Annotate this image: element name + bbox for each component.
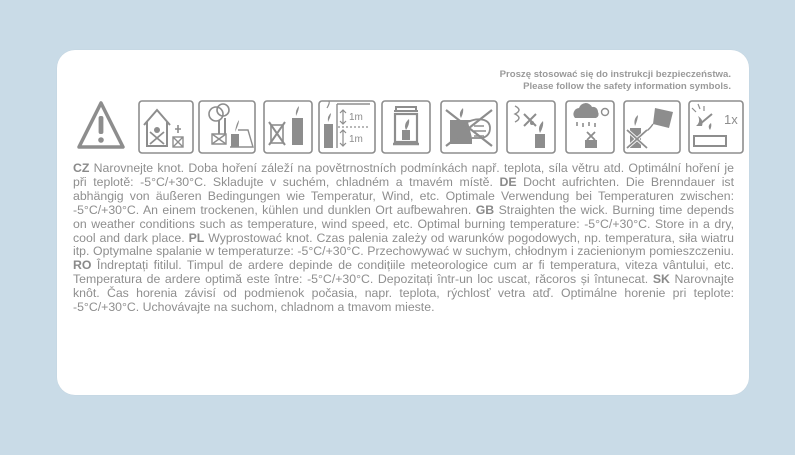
safety-label-card (57, 50, 749, 395)
outdoor-weather-icon (565, 100, 615, 154)
instructions-gb: Straighten the wick. Burning time depends on weather conditions such as temperature, wind speed, etc. Optimal burning temperature: -5°C/+30°C. Store in a dry, cool and dark place. (73, 202, 734, 245)
no-children-house-icon (138, 100, 194, 154)
instructions-ro: Îndreptați fitilul. Timpul de ardere depinde de condițiile meteorologice cum ar fi temperatura, viteza vântului, etc. Temperatura de ardere optimă este între: -5°C/+30°C. Depozitați într-un loc uscat, răcoros și întunecat. (73, 258, 734, 287)
usage-count-label: 1x (724, 112, 738, 127)
lang-code-cz: CZ (73, 161, 90, 175)
lang-code-pl: PL (188, 230, 205, 245)
header-line-en: Please follow the safety information symbols. (523, 81, 731, 92)
no-flammables-near-candle-icon (198, 100, 256, 154)
instructions-text (73, 162, 734, 315)
instructions-pl: Wyprostować knot. Czas palenia zależy od warunków pogodowych, np. temperatura, siła wiatru itp. Optymalne spalanie w temperaturze: -5°C/+30°C. Przechowywać w suchym, chłodnym i zacienionym pomieszczeniu. (73, 230, 734, 259)
lang-code-gb: GB (475, 202, 495, 217)
no-draft-flame-icon (506, 100, 556, 154)
no-draft-candle-icon (263, 100, 313, 154)
distance-top-label: 1m (349, 112, 363, 123)
safety-icons-row (74, 100, 744, 158)
warning-triangle-icon (76, 100, 126, 152)
no-lantern-icon (381, 100, 431, 154)
header-line-pl: Proszę stosować się do instrukcji bezpieczeństwa. (499, 69, 731, 80)
instructions-cz: Narovnejte knot. Doba hoření záleží na povětrnostních podmínkách např. teplota, síla větru atd. Optimální hoření je při teplotě: -5°C/+30°C. Skladujte v suchém, chladném a tmavém místě. (73, 161, 734, 189)
single-use-match-icon (688, 100, 744, 154)
label-header (500, 69, 731, 93)
no-water-extinguish-icon (623, 100, 681, 154)
instructions-sk: Narovnajte knôt. Čas horenia závisí od podmienok počasia, napr. teplota, rýchlosť vetra atď. Optimálne horenie pri teplote: -5°C/+30°C. Uchovávajte na suchom, chladnom a tmavom mieste. (73, 272, 734, 315)
instructions-de: Docht aufrichten. Die Brenndauer ist abhängig von äußeren Bedingungen wie Temperatur, Wind, etc. Optimale Verwendung bei Temperaturen zwischen: -5°C/+30°C. An einem trockenen, kühlen und dunklen Ort aufbewahren. (73, 174, 734, 217)
distance-side-label: 1m (349, 134, 363, 145)
candle-distance-1m-icon (318, 100, 376, 154)
lang-code-sk: SK (652, 272, 670, 287)
no-hand-touch-icon (440, 100, 498, 154)
lang-code-ro: RO (73, 258, 92, 273)
lang-code-de: DE (499, 174, 517, 189)
